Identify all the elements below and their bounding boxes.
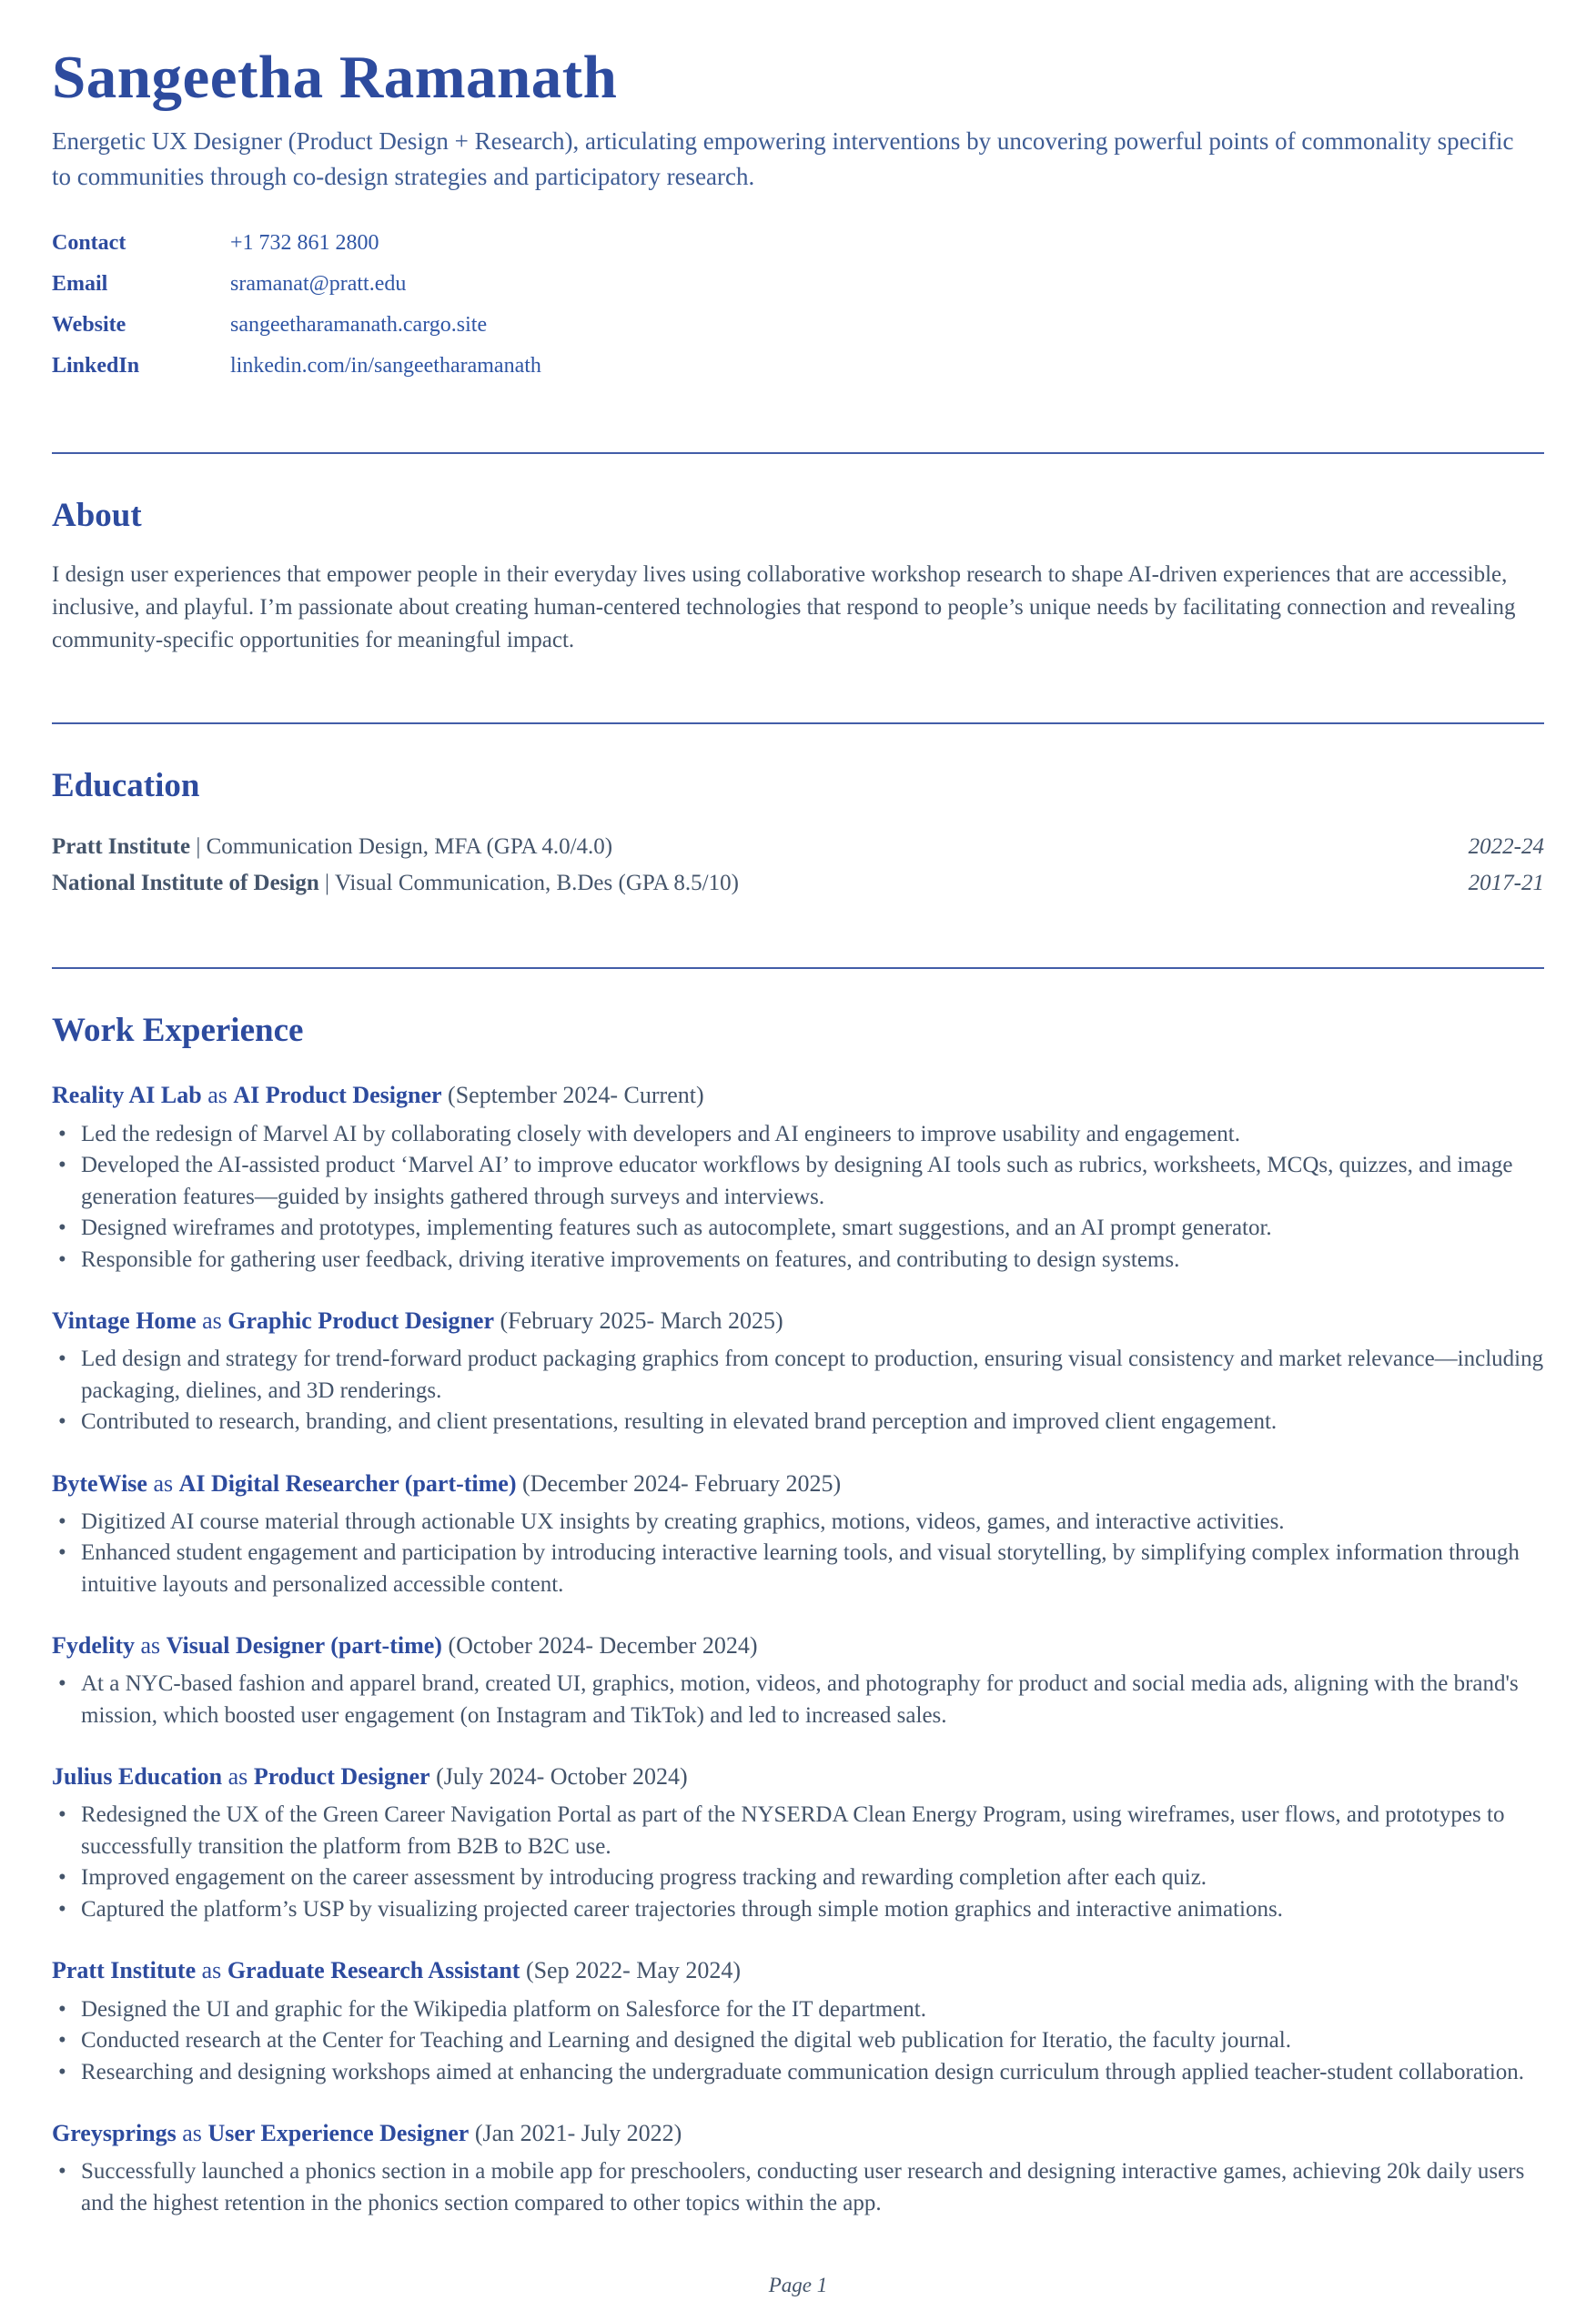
job-bullet-list [52, 1119, 1544, 1277]
contact-label-website: Website [52, 313, 126, 338]
section-divider-education [52, 722, 1544, 724]
candidate-name: Sangeetha Ramanath [52, 44, 618, 111]
job-entry [52, 1305, 1544, 1438]
job-title [52, 1305, 1544, 1337]
job-connector: as [222, 1763, 254, 1791]
education-section [52, 724, 1544, 902]
job-title [52, 1761, 1544, 1792]
contact-label-linkedin: LinkedIn [52, 354, 140, 378]
job-bullet: • Designed the UI and graphic for the Wikipedia platform on Salesforce for the IT department. [52, 1994, 1544, 2026]
job-company: Reality AI Lab [52, 1082, 202, 1109]
contact-list [52, 223, 1544, 387]
page-footer [52, 2219, 1544, 2297]
contact-label-contact: Contact [52, 231, 126, 255]
job-list [52, 1079, 1544, 2219]
job-connector: as [135, 1632, 167, 1660]
job-role: Product Designer [253, 1763, 430, 1791]
job-bullet: • Successfully launched a phonics section in a mobile app for preschoolers, conducting user research and designing interactive games, achieving 20k daily users and the highest retention in the phonics section compared to other topics within the app. [52, 2156, 1544, 2219]
job-connector: as [196, 1307, 228, 1335]
job-bullet-list [52, 1994, 1544, 2089]
education-program: Communication Design, MFA (GPA 4.0/4.0) [206, 834, 613, 860]
education-separator: | [318, 871, 335, 896]
job-bullet: • Digitized AI course material through actionable UX insights by creating graphics, motions, videos, games, and interactive activities. [52, 1507, 1544, 1539]
contact-label-email: Email [52, 272, 108, 297]
job-role: AI Digital Researcher (part-time) [178, 1469, 517, 1497]
job-role: AI Product Designer [233, 1082, 442, 1109]
job-role: Graphic Product Designer [227, 1307, 495, 1335]
contact-row [52, 223, 1544, 264]
job-connector: as [176, 2120, 208, 2146]
job-title [52, 1630, 1544, 1661]
job-bullet: • Responsible for gathering user feedback, driving iterative improvements on features, and contributing to design systems. [52, 1245, 1544, 1277]
job-entry [52, 1630, 1544, 1731]
education-entry [52, 865, 1544, 902]
page-number: Page 1 [768, 2274, 828, 2297]
education-school: Pratt Institute [52, 834, 191, 860]
job-entry [52, 1079, 1544, 1276]
education-heading: Education [52, 767, 200, 805]
job-company: ByteWise [52, 1469, 147, 1497]
job-bullet: • Led design and strategy for trend-forward product packaging graphics from concept to production, ensuring visual consistency and market relevance—including packaging, dielines, and 3D renderings. [52, 1344, 1544, 1407]
job-dates: (February 2025- March 2025) [494, 1307, 783, 1335]
job-title [52, 2117, 1544, 2149]
education-program: Visual Communication, B.Des (GPA 8.5/10) [334, 871, 739, 896]
job-company: Vintage Home [52, 1307, 197, 1335]
job-dates: (October 2024- December 2024) [441, 1632, 758, 1660]
job-company: Julius Education [52, 1763, 223, 1791]
section-divider-experience [52, 967, 1544, 969]
job-bullet-list [52, 1800, 1544, 1925]
education-detail [52, 829, 612, 865]
contact-row [52, 305, 1544, 346]
contact-value-website[interactable]: sangeetharamanath.cargo.site [230, 313, 488, 338]
job-connector: as [196, 1957, 227, 1984]
experience-heading: Work Experience [52, 1012, 304, 1050]
job-dates: (September 2024- Current) [441, 1082, 704, 1109]
contact-row [52, 264, 1544, 305]
job-bullet-list [52, 1669, 1544, 1731]
job-title [52, 1954, 1544, 1986]
job-bullet-list [52, 1344, 1544, 1438]
education-dates: 2017-21 [1468, 871, 1544, 896]
job-connector: as [201, 1082, 234, 1109]
job-company: Pratt Institute [52, 1957, 197, 1984]
job-bullet: • Conducted research at the Center for Teaching and Learning and designed the digital web publication for Iteratio, the faculty journal. [52, 2025, 1544, 2057]
job-role: Graduate Research Assistant [227, 1957, 520, 1984]
contact-value-linkedin[interactable]: linkedin.com/in/sangeetharamanath [230, 354, 541, 378]
experience-section [52, 969, 1544, 2219]
education-entry [52, 829, 1544, 865]
job-title [52, 1468, 1544, 1499]
job-bullet: • Captured the platform’s USP by visualizing projected career trajectories through simple motion graphics and interactive animations. [52, 1894, 1544, 1926]
job-bullet: • Researching and designing workshops aimed at enhancing the undergraduate communication design curriculum through applied teacher-student collaboration. [52, 2057, 1544, 2089]
education-separator: | [190, 834, 207, 860]
job-title [52, 1079, 1544, 1111]
job-company: Greysprings [52, 2120, 177, 2146]
job-dates: (Sep 2022- May 2024) [520, 1957, 742, 1984]
contact-row [52, 346, 1544, 387]
job-bullet: • Improved engagement on the career assessment by introducing progress tracking and rewarding completion after each quiz. [52, 1862, 1544, 1894]
job-bullet: • Developed the AI-assisted product ‘Marvel AI’ to improve educator workflows by designing AI tools such as rubrics, worksheets, MCQs, quizzes, and image generation features—guided by insights gathered through surveys and interviews. [52, 1150, 1544, 1213]
education-dates: 2022-24 [1468, 834, 1544, 860]
job-dates: (December 2024- February 2025) [516, 1469, 842, 1497]
resume-header [52, 45, 1544, 387]
job-dates: (July 2024- October 2024) [429, 1763, 688, 1791]
job-dates: (Jan 2021- July 2022) [469, 2120, 682, 2146]
contact-value-email[interactable]: sramanat@pratt.edu [230, 272, 407, 297]
job-entry [52, 1954, 1544, 2088]
job-entry [52, 2117, 1544, 2219]
job-bullet: • Enhanced student engagement and participation by introducing interactive learning tools, and visual storytelling, by simplifying complex information through intuitive layouts and personalized accessible content. [52, 1538, 1544, 1600]
job-entry [52, 1468, 1544, 1601]
about-heading: About [52, 497, 142, 535]
section-divider-about [52, 452, 1544, 454]
job-bullet: • Led the redesign of Marvel AI by collaborating closely with developers and AI engineers to improve usability and engagement. [52, 1119, 1544, 1151]
job-role: Visual Designer (part-time) [166, 1632, 442, 1660]
job-bullet-list [52, 2156, 1544, 2219]
job-entry [52, 1761, 1544, 1925]
education-school: National Institute of Design [52, 871, 319, 896]
job-role: User Experience Designer [207, 2120, 470, 2146]
contact-value-contact[interactable]: +1 732 861 2800 [230, 231, 379, 255]
job-connector: as [146, 1469, 179, 1497]
job-bullet: • Redesigned the UX of the Green Career Navigation Portal as part of the NYSERDA Clean Energy Program, using wireframes, user flows, and prototypes to successfully transition the platform from B2B to B2C use. [52, 1800, 1544, 1862]
job-bullet-list [52, 1507, 1544, 1601]
job-bullet: • Designed wireframes and prototypes, implementing features such as autocomplete, smart suggestions, and an AI prompt generator. [52, 1213, 1544, 1245]
job-bullet: • At a NYC-based fashion and apparel brand, created UI, graphics, motion, videos, and photography for product and social media ads, aligning with the brand's mission, which boosted user engagement (on Instagram and TikTok) and led to increased sales. [52, 1669, 1544, 1731]
job-company: Fydelity [52, 1632, 135, 1660]
education-list [52, 829, 1544, 902]
about-section [52, 454, 1544, 657]
job-bullet: • Contributed to research, branding, and client presentations, resulting in elevated brand perception and improved client engagement. [52, 1407, 1544, 1438]
education-detail [52, 865, 739, 902]
candidate-tagline: Energetic UX Designer (Product Design + Research), articulating empowering interventions by uncovering powerful points of commonality specific to communities through co-design strategies and participatory research. [52, 127, 1514, 190]
about-text: I design user experiences that empower people in their everyday lives using collaborative workshop research to shape AI-driven experiences that are accessible, inclusive, and playful. I’m passionate about creating human-centered technologies that respond to people’s unique needs by facilitating connection and revealing community-specific opportunities for meaningful impact. [52, 562, 1516, 653]
